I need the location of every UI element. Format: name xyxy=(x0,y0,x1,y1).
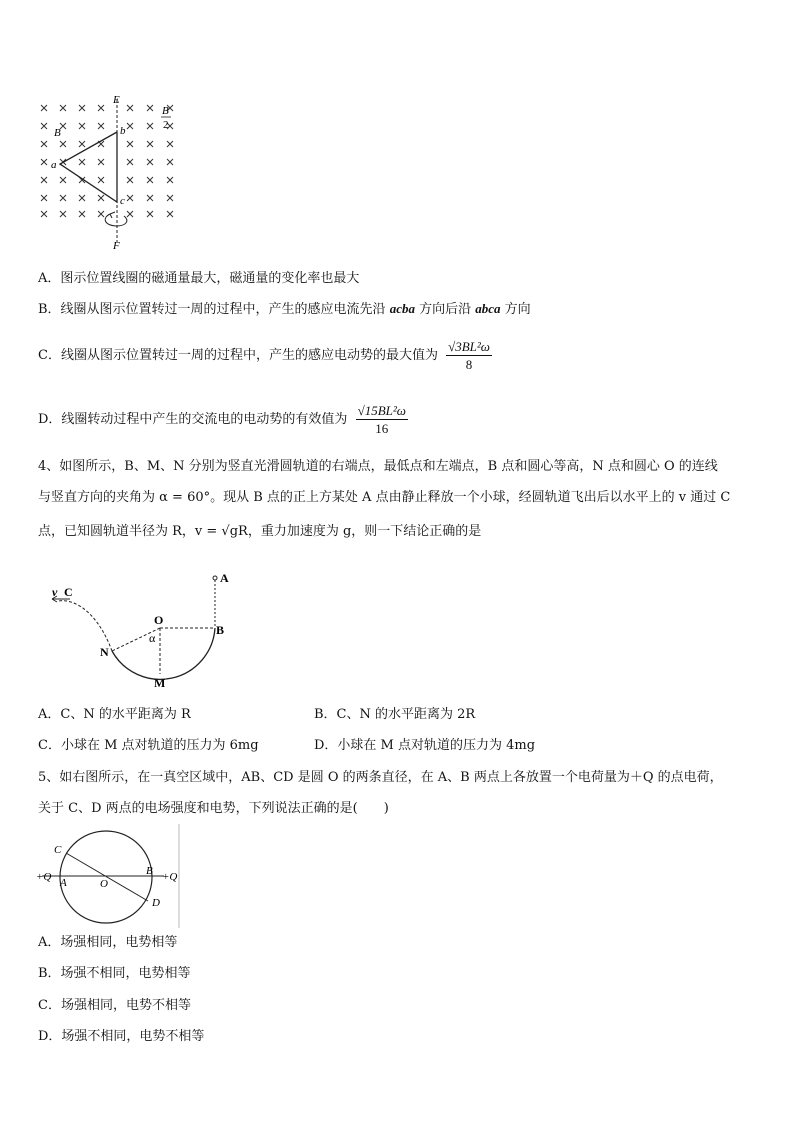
field-cross-icon xyxy=(98,123,104,129)
q5-stem-line2: 关于 C、D 两点的电场强度和电势，下列说法正确的是( ) xyxy=(38,801,389,816)
fraction-denominator: 16 xyxy=(375,421,389,436)
field-cross-icon xyxy=(167,159,173,165)
label-n: N xyxy=(100,645,109,659)
rotation-arrow xyxy=(105,214,127,226)
field-cross-icon xyxy=(79,105,85,111)
q3-option-b xyxy=(38,300,531,319)
field-cross-icon xyxy=(98,195,104,201)
q4-option-a: A．C、N 的水平距离为 R xyxy=(38,707,191,722)
q5-circle-figure xyxy=(36,824,186,928)
q5-option-c: C．场强相同，电势不相等 xyxy=(38,998,191,1013)
field-cross-icon xyxy=(127,177,133,183)
fraction-numerator: √15BL²ω xyxy=(357,403,406,418)
field-cross-icon xyxy=(79,211,85,217)
q3-option-b-path2: abca xyxy=(475,301,501,316)
q4-circular-track-figure xyxy=(40,568,240,690)
label-c: C xyxy=(64,585,73,599)
label-b-half-num: B xyxy=(162,105,169,117)
circle-o xyxy=(60,831,152,923)
q3-option-b-mid: 方向后沿 xyxy=(414,302,476,317)
q4-stem-line2: 与竖直方向的夹角为 α = 60°。现从 B 点的正上方某处 A 点由静止释放一个小球，经圆轨道飞出后以水平上的 v 通过 C xyxy=(38,490,731,505)
field-cross-icon xyxy=(167,141,173,147)
field-cross-icon xyxy=(147,177,153,183)
field-cross-icon xyxy=(41,195,47,201)
field-cross-icon xyxy=(60,123,66,129)
field-cross-icon xyxy=(41,141,47,147)
q3-option-c-text: C．线圈从图示位置转过一周的过程中，产生的感应电动势的最大值为 xyxy=(38,348,438,363)
q5-stem-line1: 5、如右图所示，在一真空区域中，AB、CD 是圆 O 的两条直径，在 A、B 两点上各放置一个电荷量为＋Q 的点电荷， xyxy=(38,770,723,785)
field-cross-icon xyxy=(127,141,133,147)
label-d: D xyxy=(152,897,160,909)
q4-option-c: C．小球在 M 点对轨道的压力为 6mg xyxy=(38,738,259,753)
fraction-denominator: 8 xyxy=(465,357,473,372)
field-cross-icon xyxy=(79,195,85,201)
field-cross-icon xyxy=(127,105,133,111)
field-cross-icon xyxy=(167,177,173,183)
field-cross-icon xyxy=(147,159,153,165)
label-a: a xyxy=(51,159,57,171)
field-cross-icon xyxy=(147,105,153,111)
field-cross-icon xyxy=(41,159,47,165)
q3-option-d xyxy=(38,402,408,437)
label-b-half-den: 2 xyxy=(163,119,169,131)
field-cross-icon xyxy=(41,105,47,111)
q4-stem-line1: 4、如图所示，B、M、N 分别为竖直光滑圆轨道的右端点，最低点和左端点，B 点和圆心等高，N 点和圆心 O 的连线 xyxy=(38,459,718,474)
label-b: B xyxy=(216,623,225,637)
field-cross-icon xyxy=(147,211,153,217)
projectile-path xyxy=(58,601,112,651)
q5-option-d: D．场强不相同，电势不相等 xyxy=(38,1029,205,1044)
q3-option-b-end: 方向 xyxy=(500,302,531,317)
field-crosses xyxy=(41,105,173,217)
field-cross-icon xyxy=(41,211,47,217)
field-cross-icon xyxy=(79,123,85,129)
q5-option-b: B．场强不相同，电势相等 xyxy=(38,966,191,981)
field-cross-icon xyxy=(98,105,104,111)
label-a: A xyxy=(220,571,229,585)
q3-option-c-fraction xyxy=(446,338,492,373)
q3-option-a: A．图示位置线圈的磁通量最大，磁通量的变化率也最大 xyxy=(38,271,360,286)
label-f: F xyxy=(113,240,120,252)
label-c: c xyxy=(120,195,125,207)
label-e: E xyxy=(113,94,120,106)
label-m: M xyxy=(154,676,166,690)
label-alpha: α xyxy=(149,631,156,645)
field-cross-icon xyxy=(79,159,85,165)
label-a: A xyxy=(60,877,67,889)
field-cross-icon xyxy=(60,105,66,111)
field-cross-icon xyxy=(41,177,47,183)
fraction-numerator: √3BL²ω xyxy=(448,339,490,354)
field-cross-icon xyxy=(60,177,66,183)
q4-stem-line3: 点，已知圆轨道半径为 R，v = √gR，重力加速度为 g，则一下结论正确的是 xyxy=(38,524,482,539)
label-q-right: +Q xyxy=(162,871,178,883)
label-q-left: +Q xyxy=(36,871,52,883)
field-cross-icon xyxy=(127,211,133,217)
q3-magnetic-field-figure xyxy=(30,92,200,252)
q4-option-b: B．C、N 的水平距离为 2R xyxy=(314,707,476,722)
field-cross-icon xyxy=(41,123,47,129)
label-b: b xyxy=(120,125,126,137)
field-cross-icon xyxy=(98,159,104,165)
field-cross-icon xyxy=(60,195,66,201)
field-cross-icon xyxy=(60,211,66,217)
diameter-cd xyxy=(66,853,148,901)
field-cross-icon xyxy=(147,141,153,147)
field-cross-icon xyxy=(79,141,85,147)
triangle-coil xyxy=(60,132,117,202)
q3-option-b-text: B．线圈从图示位置转过一周的过程中，产生的感应电流先沿 xyxy=(38,302,390,317)
label-b-left: B xyxy=(54,127,61,139)
field-cross-icon xyxy=(98,211,104,217)
q5-option-a: A．场强相同，电势相等 xyxy=(38,935,178,950)
circular-track xyxy=(112,628,215,679)
field-cross-icon xyxy=(167,211,173,217)
field-cross-icon xyxy=(60,141,66,147)
label-o: O xyxy=(154,613,164,627)
field-cross-icon xyxy=(167,195,173,201)
field-cross-icon xyxy=(127,195,133,201)
q4-option-d: D．小球在 M 点对轨道的压力为 4mg xyxy=(314,738,536,753)
field-cross-icon xyxy=(147,123,153,129)
field-cross-icon xyxy=(98,177,104,183)
label-b: B xyxy=(146,865,153,877)
field-cross-icon xyxy=(127,159,133,165)
label-v: v xyxy=(52,585,58,599)
field-cross-icon xyxy=(127,123,133,129)
q3-option-d-text: D．线圈转动过程中产生的交流电的电动势的有效值为 xyxy=(38,412,348,427)
label-o: O xyxy=(100,878,108,890)
q3-option-b-path1: acba xyxy=(389,301,415,316)
q3-option-c xyxy=(38,338,492,373)
q3-option-d-fraction xyxy=(356,402,408,437)
label-c: C xyxy=(54,844,62,856)
field-cross-icon xyxy=(147,195,153,201)
